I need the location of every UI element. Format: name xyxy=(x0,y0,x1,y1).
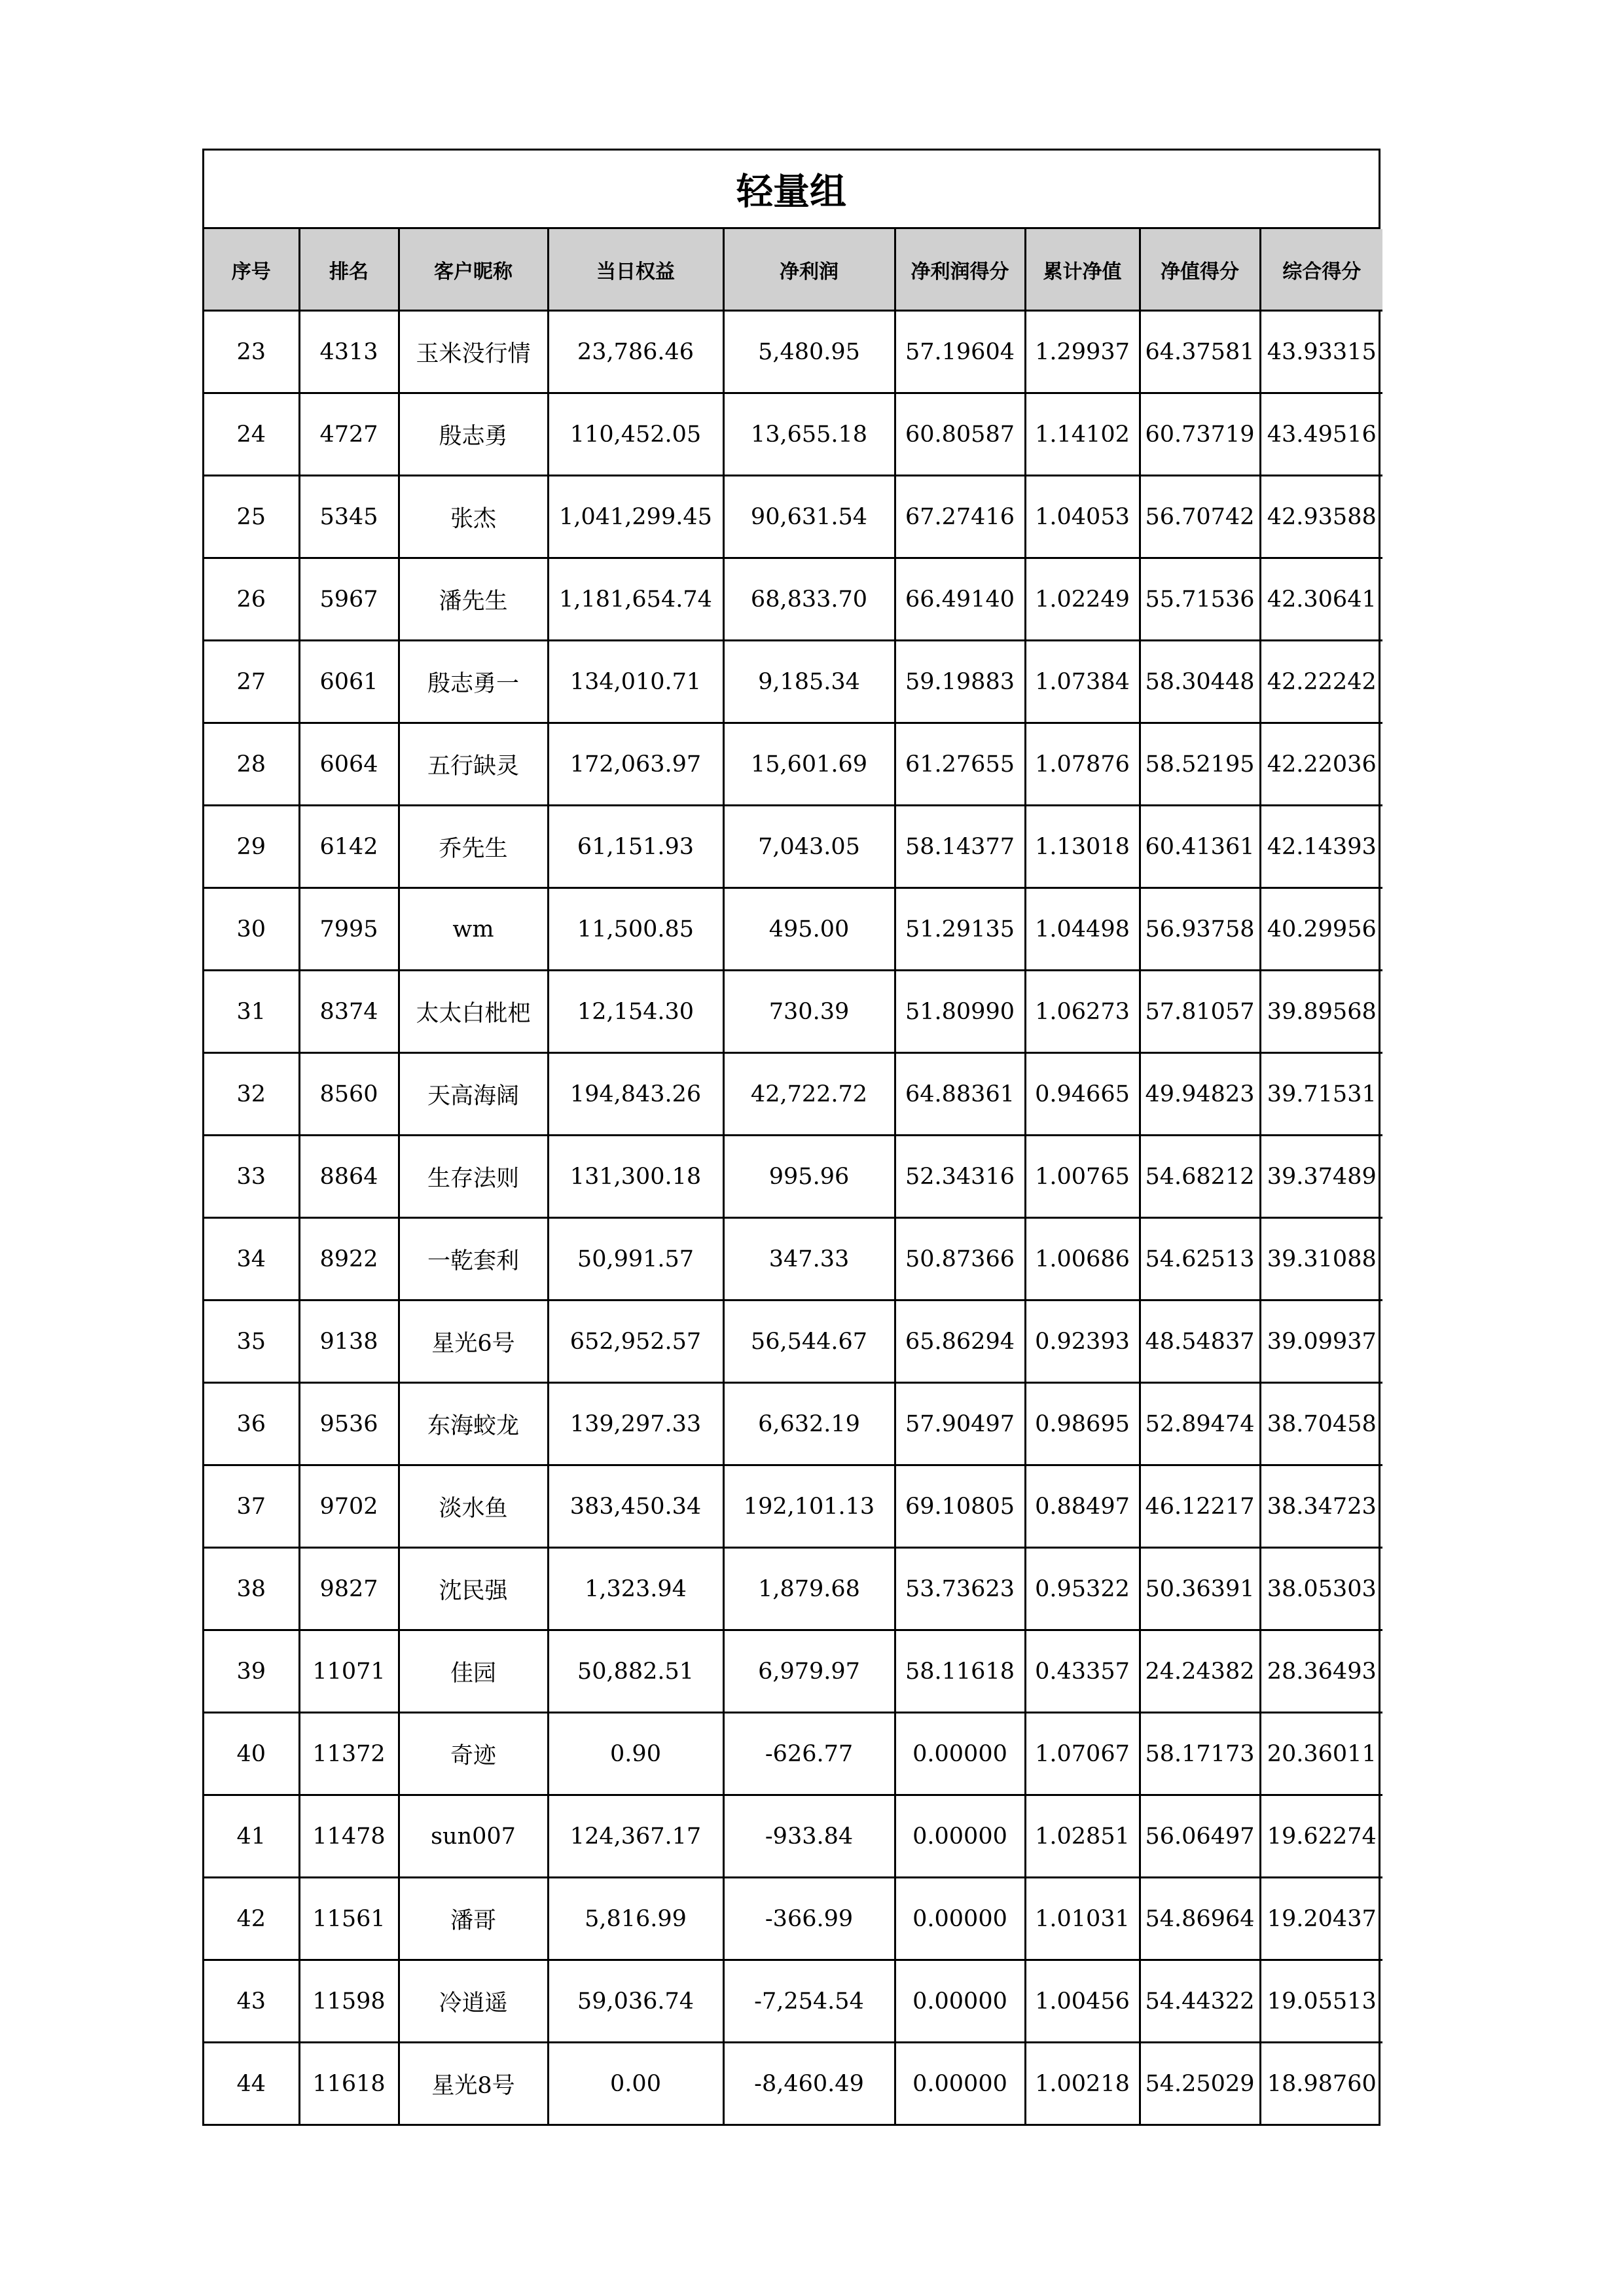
table-row xyxy=(204,1300,1382,1383)
cell-index: 31 xyxy=(204,971,299,1053)
cell-equity: 50,882.51 xyxy=(548,1630,723,1713)
cell-total-score: 38.05303 xyxy=(1260,1548,1382,1630)
cell-equity: 383,450.34 xyxy=(548,1465,723,1548)
cell-equity: 194,843.26 xyxy=(548,1053,723,1136)
cell-net-profit: -8,460.49 xyxy=(723,2043,895,2125)
cell-rank: 8560 xyxy=(299,1053,399,1136)
col-header-net-value: 累计净值 xyxy=(1025,229,1140,311)
cell-index: 40 xyxy=(204,1713,299,1795)
cell-equity: 5,816.99 xyxy=(548,1878,723,1960)
table-row xyxy=(204,1548,1382,1630)
cell-net-value: 1.00218 xyxy=(1025,2043,1140,2125)
cell-value-score: 57.81057 xyxy=(1140,971,1260,1053)
cell-rank: 9536 xyxy=(299,1383,399,1465)
col-header-total-score: 综合得分 xyxy=(1260,229,1382,311)
cell-net-value: 1.02249 xyxy=(1025,558,1140,641)
cell-rank: 8922 xyxy=(299,1218,399,1300)
cell-total-score: 42.22036 xyxy=(1260,723,1382,806)
cell-equity: 0.90 xyxy=(548,1713,723,1795)
cell-net-value: 1.13018 xyxy=(1025,806,1140,888)
cell-net-profit: 90,631.54 xyxy=(723,476,895,558)
cell-index: 34 xyxy=(204,1218,299,1300)
cell-equity: 12,154.30 xyxy=(548,971,723,1053)
cell-profit-score: 60.80587 xyxy=(895,393,1025,476)
cell-index: 39 xyxy=(204,1630,299,1713)
cell-total-score: 19.05513 xyxy=(1260,1960,1382,2043)
cell-net-profit: 56,544.67 xyxy=(723,1300,895,1383)
cell-net-value: 1.00456 xyxy=(1025,1960,1140,2043)
cell-net-value: 0.94665 xyxy=(1025,1053,1140,1136)
table-row xyxy=(204,971,1382,1053)
cell-value-score: 49.94823 xyxy=(1140,1053,1260,1136)
table-row xyxy=(204,1795,1382,1878)
cell-index: 30 xyxy=(204,888,299,971)
cell-index: 44 xyxy=(204,2043,299,2125)
cell-profit-score: 0.00000 xyxy=(895,1713,1025,1795)
cell-profit-score: 57.90497 xyxy=(895,1383,1025,1465)
cell-nickname: sun007 xyxy=(399,1795,548,1878)
cell-total-score: 38.70458 xyxy=(1260,1383,1382,1465)
cell-total-score: 19.62274 xyxy=(1260,1795,1382,1878)
cell-profit-score: 66.49140 xyxy=(895,558,1025,641)
cell-rank: 5345 xyxy=(299,476,399,558)
cell-index: 28 xyxy=(204,723,299,806)
cell-nickname: 太太白枇杷 xyxy=(399,971,548,1053)
cell-net-profit: -626.77 xyxy=(723,1713,895,1795)
col-header-value-score: 净值得分 xyxy=(1140,229,1260,311)
cell-nickname: 佳园 xyxy=(399,1630,548,1713)
cell-nickname: 奇迹 xyxy=(399,1713,548,1795)
cell-net-value: 1.07067 xyxy=(1025,1713,1140,1795)
cell-net-profit: 995.96 xyxy=(723,1136,895,1218)
cell-total-score: 28.36493 xyxy=(1260,1630,1382,1713)
sheet-title: 轻量组 xyxy=(204,151,1379,229)
cell-total-score: 42.14393 xyxy=(1260,806,1382,888)
table-row xyxy=(204,1136,1382,1218)
cell-equity: 124,367.17 xyxy=(548,1795,723,1878)
cell-net-profit: 42,722.72 xyxy=(723,1053,895,1136)
cell-nickname: 生存法则 xyxy=(399,1136,548,1218)
cell-net-profit: 5,480.95 xyxy=(723,311,895,393)
cell-rank: 9138 xyxy=(299,1300,399,1383)
cell-value-score: 54.44322 xyxy=(1140,1960,1260,2043)
cell-net-value: 1.00686 xyxy=(1025,1218,1140,1300)
cell-index: 42 xyxy=(204,1878,299,1960)
cell-total-score: 43.93315 xyxy=(1260,311,1382,393)
cell-net-profit: 1,879.68 xyxy=(723,1548,895,1630)
cell-value-score: 52.89474 xyxy=(1140,1383,1260,1465)
cell-total-score: 42.30641 xyxy=(1260,558,1382,641)
table-row xyxy=(204,806,1382,888)
cell-index: 29 xyxy=(204,806,299,888)
cell-rank: 9702 xyxy=(299,1465,399,1548)
cell-value-score: 56.93758 xyxy=(1140,888,1260,971)
cell-equity: 139,297.33 xyxy=(548,1383,723,1465)
cell-total-score: 42.22242 xyxy=(1260,641,1382,723)
col-header-index: 序号 xyxy=(204,229,299,311)
cell-net-profit: 730.39 xyxy=(723,971,895,1053)
header-row xyxy=(204,229,1382,311)
cell-profit-score: 50.87366 xyxy=(895,1218,1025,1300)
table-row xyxy=(204,888,1382,971)
cell-profit-score: 58.14377 xyxy=(895,806,1025,888)
cell-index: 33 xyxy=(204,1136,299,1218)
cell-profit-score: 69.10805 xyxy=(895,1465,1025,1548)
cell-rank: 4727 xyxy=(299,393,399,476)
cell-total-score: 20.36011 xyxy=(1260,1713,1382,1795)
cell-net-value: 1.01031 xyxy=(1025,1878,1140,1960)
cell-value-score: 64.37581 xyxy=(1140,311,1260,393)
table-row xyxy=(204,393,1382,476)
cell-net-profit: 192,101.13 xyxy=(723,1465,895,1548)
cell-equity: 131,300.18 xyxy=(548,1136,723,1218)
cell-total-score: 39.37489 xyxy=(1260,1136,1382,1218)
cell-index: 41 xyxy=(204,1795,299,1878)
cell-value-score: 58.30448 xyxy=(1140,641,1260,723)
cell-equity: 110,452.05 xyxy=(548,393,723,476)
cell-equity: 59,036.74 xyxy=(548,1960,723,2043)
col-header-nickname: 客户昵称 xyxy=(399,229,548,311)
ranking-sheet xyxy=(202,149,1380,2126)
cell-net-profit: 13,655.18 xyxy=(723,393,895,476)
table-row xyxy=(204,1465,1382,1548)
cell-index: 27 xyxy=(204,641,299,723)
cell-net-profit: 6,632.19 xyxy=(723,1383,895,1465)
table-row xyxy=(204,723,1382,806)
cell-net-value: 1.06273 xyxy=(1025,971,1140,1053)
cell-profit-score: 51.80990 xyxy=(895,971,1025,1053)
col-header-net-profit: 净利润 xyxy=(723,229,895,311)
cell-net-value: 0.43357 xyxy=(1025,1630,1140,1713)
cell-profit-score: 67.27416 xyxy=(895,476,1025,558)
cell-profit-score: 58.11618 xyxy=(895,1630,1025,1713)
cell-net-value: 0.88497 xyxy=(1025,1465,1140,1548)
cell-equity: 23,786.46 xyxy=(548,311,723,393)
cell-profit-score: 52.34316 xyxy=(895,1136,1025,1218)
cell-equity: 61,151.93 xyxy=(548,806,723,888)
cell-nickname: 殷志勇 xyxy=(399,393,548,476)
cell-nickname: 淡水鱼 xyxy=(399,1465,548,1548)
cell-equity: 1,041,299.45 xyxy=(548,476,723,558)
table-row xyxy=(204,476,1382,558)
cell-rank: 6064 xyxy=(299,723,399,806)
table-row xyxy=(204,1713,1382,1795)
cell-net-value: 1.14102 xyxy=(1025,393,1140,476)
cell-total-score: 19.20437 xyxy=(1260,1878,1382,1960)
cell-nickname: 乔先生 xyxy=(399,806,548,888)
cell-value-score: 60.41361 xyxy=(1140,806,1260,888)
cell-profit-score: 65.86294 xyxy=(895,1300,1025,1383)
cell-equity: 11,500.85 xyxy=(548,888,723,971)
cell-rank: 9827 xyxy=(299,1548,399,1630)
cell-total-score: 39.71531 xyxy=(1260,1053,1382,1136)
cell-total-score: 38.34723 xyxy=(1260,1465,1382,1548)
cell-profit-score: 51.29135 xyxy=(895,888,1025,971)
cell-total-score: 42.93588 xyxy=(1260,476,1382,558)
cell-net-value: 0.95322 xyxy=(1025,1548,1140,1630)
cell-equity: 652,952.57 xyxy=(548,1300,723,1383)
cell-net-value: 0.92393 xyxy=(1025,1300,1140,1383)
cell-index: 36 xyxy=(204,1383,299,1465)
table-body xyxy=(204,311,1382,2125)
cell-nickname: 东海蛟龙 xyxy=(399,1383,548,1465)
cell-nickname: 玉米没行情 xyxy=(399,311,548,393)
cell-value-score: 48.54837 xyxy=(1140,1300,1260,1383)
cell-profit-score: 59.19883 xyxy=(895,641,1025,723)
cell-net-profit: 347.33 xyxy=(723,1218,895,1300)
table-row xyxy=(204,558,1382,641)
cell-value-score: 60.73719 xyxy=(1140,393,1260,476)
table-row xyxy=(204,641,1382,723)
cell-index: 25 xyxy=(204,476,299,558)
col-header-equity: 当日权益 xyxy=(548,229,723,311)
cell-net-profit: -933.84 xyxy=(723,1795,895,1878)
cell-index: 32 xyxy=(204,1053,299,1136)
cell-profit-score: 0.00000 xyxy=(895,1878,1025,1960)
cell-net-value: 0.98695 xyxy=(1025,1383,1140,1465)
cell-profit-score: 0.00000 xyxy=(895,2043,1025,2125)
cell-value-score: 54.25029 xyxy=(1140,2043,1260,2125)
cell-total-score: 39.31088 xyxy=(1260,1218,1382,1300)
cell-nickname: 冷逍遥 xyxy=(399,1960,548,2043)
cell-nickname: wm xyxy=(399,888,548,971)
table-row xyxy=(204,1630,1382,1713)
table-row xyxy=(204,311,1382,393)
table-row xyxy=(204,1383,1382,1465)
cell-value-score: 54.68212 xyxy=(1140,1136,1260,1218)
cell-value-score: 58.17173 xyxy=(1140,1713,1260,1795)
cell-value-score: 58.52195 xyxy=(1140,723,1260,806)
cell-rank: 4313 xyxy=(299,311,399,393)
table-row xyxy=(204,1053,1382,1136)
cell-net-value: 1.07876 xyxy=(1025,723,1140,806)
cell-value-score: 56.06497 xyxy=(1140,1795,1260,1878)
cell-net-value: 1.04053 xyxy=(1025,476,1140,558)
cell-rank: 11372 xyxy=(299,1713,399,1795)
cell-equity: 172,063.97 xyxy=(548,723,723,806)
cell-rank: 6142 xyxy=(299,806,399,888)
cell-nickname: 潘先生 xyxy=(399,558,548,641)
cell-net-profit: 9,185.34 xyxy=(723,641,895,723)
cell-index: 37 xyxy=(204,1465,299,1548)
col-header-rank: 排名 xyxy=(299,229,399,311)
cell-net-profit: -7,254.54 xyxy=(723,1960,895,2043)
cell-index: 43 xyxy=(204,1960,299,2043)
cell-net-value: 1.04498 xyxy=(1025,888,1140,971)
cell-value-score: 54.86964 xyxy=(1140,1878,1260,1960)
cell-index: 23 xyxy=(204,311,299,393)
cell-rank: 11071 xyxy=(299,1630,399,1713)
cell-equity: 1,323.94 xyxy=(548,1548,723,1630)
cell-rank: 8374 xyxy=(299,971,399,1053)
cell-net-profit: 68,833.70 xyxy=(723,558,895,641)
cell-nickname: 一乾套利 xyxy=(399,1218,548,1300)
cell-nickname: 殷志勇一 xyxy=(399,641,548,723)
cell-net-profit: 495.00 xyxy=(723,888,895,971)
table-row xyxy=(204,1878,1382,1960)
cell-net-profit: 15,601.69 xyxy=(723,723,895,806)
table-row xyxy=(204,2043,1382,2125)
cell-net-profit: 7,043.05 xyxy=(723,806,895,888)
cell-net-profit: 6,979.97 xyxy=(723,1630,895,1713)
cell-total-score: 39.09937 xyxy=(1260,1300,1382,1383)
cell-nickname: 星光6号 xyxy=(399,1300,548,1383)
cell-rank: 11598 xyxy=(299,1960,399,2043)
cell-profit-score: 64.88361 xyxy=(895,1053,1025,1136)
cell-value-score: 50.36391 xyxy=(1140,1548,1260,1630)
cell-total-score: 43.49516 xyxy=(1260,393,1382,476)
cell-nickname: 潘哥 xyxy=(399,1878,548,1960)
cell-rank: 11478 xyxy=(299,1795,399,1878)
cell-rank: 5967 xyxy=(299,558,399,641)
cell-value-score: 55.71536 xyxy=(1140,558,1260,641)
cell-equity: 1,181,654.74 xyxy=(548,558,723,641)
table-row xyxy=(204,1218,1382,1300)
ranking-table xyxy=(204,229,1382,2124)
cell-value-score: 54.62513 xyxy=(1140,1218,1260,1300)
cell-rank: 8864 xyxy=(299,1136,399,1218)
cell-profit-score: 53.73623 xyxy=(895,1548,1025,1630)
cell-equity: 0.00 xyxy=(548,2043,723,2125)
cell-total-score: 18.98760 xyxy=(1260,2043,1382,2125)
cell-total-score: 40.29956 xyxy=(1260,888,1382,971)
cell-equity: 50,991.57 xyxy=(548,1218,723,1300)
cell-index: 26 xyxy=(204,558,299,641)
cell-total-score: 39.89568 xyxy=(1260,971,1382,1053)
cell-rank: 7995 xyxy=(299,888,399,971)
cell-index: 38 xyxy=(204,1548,299,1630)
cell-index: 24 xyxy=(204,393,299,476)
cell-net-value: 1.29937 xyxy=(1025,311,1140,393)
col-header-profit-score: 净利润得分 xyxy=(895,229,1025,311)
cell-net-value: 1.07384 xyxy=(1025,641,1140,723)
cell-net-value: 1.02851 xyxy=(1025,1795,1140,1878)
cell-net-profit: -366.99 xyxy=(723,1878,895,1960)
cell-equity: 134,010.71 xyxy=(548,641,723,723)
cell-rank: 11561 xyxy=(299,1878,399,1960)
table-row xyxy=(204,1960,1382,2043)
cell-profit-score: 61.27655 xyxy=(895,723,1025,806)
cell-value-score: 46.12217 xyxy=(1140,1465,1260,1548)
cell-index: 35 xyxy=(204,1300,299,1383)
cell-net-value: 1.00765 xyxy=(1025,1136,1140,1218)
cell-nickname: 星光8号 xyxy=(399,2043,548,2125)
cell-profit-score: 57.19604 xyxy=(895,311,1025,393)
cell-rank: 11618 xyxy=(299,2043,399,2125)
cell-nickname: 五行缺灵 xyxy=(399,723,548,806)
cell-rank: 6061 xyxy=(299,641,399,723)
cell-nickname: 张杰 xyxy=(399,476,548,558)
cell-nickname: 沈民强 xyxy=(399,1548,548,1630)
cell-nickname: 天高海阔 xyxy=(399,1053,548,1136)
cell-profit-score: 0.00000 xyxy=(895,1795,1025,1878)
cell-profit-score: 0.00000 xyxy=(895,1960,1025,2043)
cell-value-score: 56.70742 xyxy=(1140,476,1260,558)
cell-value-score: 24.24382 xyxy=(1140,1630,1260,1713)
